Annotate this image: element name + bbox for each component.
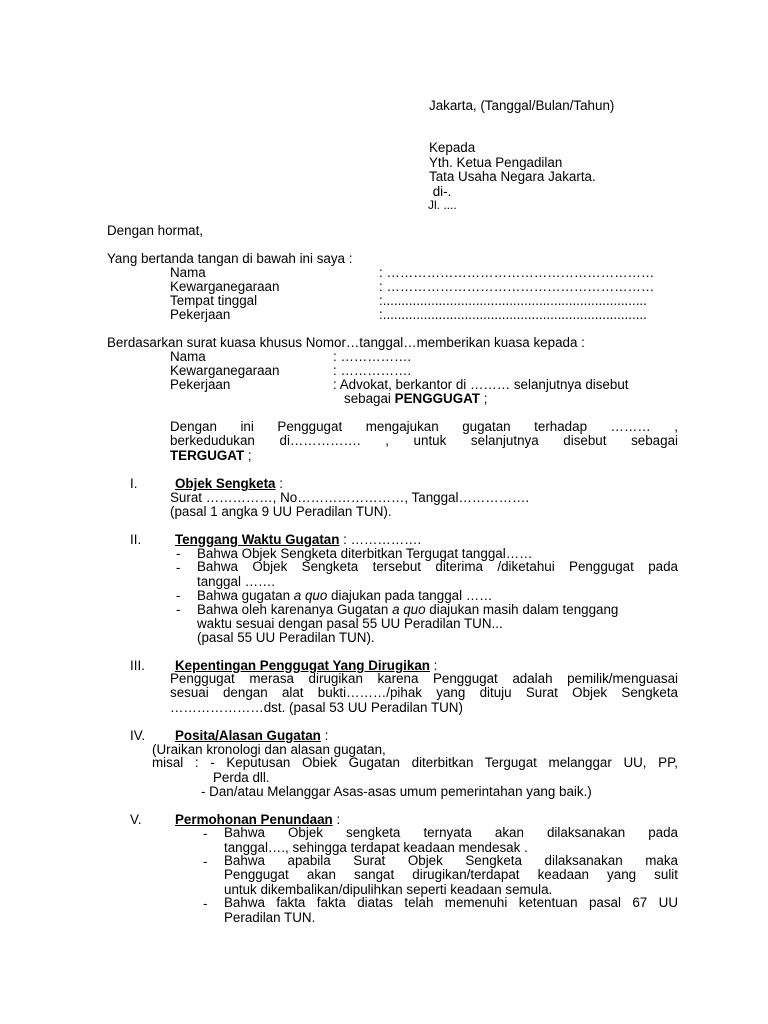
section-text: (Uraikan kronologi dan alasan gugatan, [152, 742, 386, 757]
recipient-line: di-. [429, 184, 452, 199]
bullet-text: waktu sesuai dengan pasal 55 UU Peradilan TUN... [197, 616, 503, 631]
field-value: : ……………. [333, 349, 412, 364]
section-text: Penggugat merasa dirugikan karena Penggugat adalah pemilik/menguasai [170, 671, 678, 686]
statement-line: TERGUGAT ; [170, 448, 252, 463]
section-number: I. [130, 476, 138, 491]
field-label: Kewarganegaraan [170, 279, 280, 294]
bullet-dash: - [203, 854, 208, 869]
statement-line: Dengan ini Penggugat mengajukan gugatan terhadap ……… , [170, 419, 678, 434]
place-date: Jakarta, (Tanggal/Bulan/Tahun) [429, 98, 615, 113]
field-label: Pekerjaan [170, 307, 231, 322]
bullet-text: Peradilan TUN. [224, 910, 316, 925]
field-label: Pekerjaan [170, 377, 231, 392]
field-value: : ……………. [333, 363, 412, 378]
section-text: Surat ……………, No……………………, Tanggal……………. [170, 490, 530, 505]
statement-line: berkedudukan di……………. , untuk selanjutnya disebut sebagai [170, 433, 678, 448]
section-heading: Posita/Alasan Gugatan : [175, 728, 329, 743]
tergugat-label: TERGUGAT [170, 448, 245, 463]
field-label: Kewarganegaraan [170, 363, 280, 378]
bullet-dash: - [203, 896, 208, 911]
bullet-dash: - [203, 826, 208, 841]
recipient-line: Tata Usaha Negara Jakarta. [429, 169, 596, 184]
bullet-text: Bahwa gugatan a quo diajukan pada tanggal …… [197, 588, 493, 603]
section-heading: Kepentingan Penggugat Yang Dirugikan : [175, 658, 438, 673]
recipient-line: Yth. Ketua Pengadilan [429, 155, 563, 170]
greeting: Dengan hormat, [107, 223, 204, 238]
bullet-text: tanggal ……. [197, 574, 276, 589]
section-text: Perda dll. [213, 770, 270, 785]
proxy-intro: Berdasarkan surat kuasa khusus Nomor…tanggal…memberikan kuasa kepada : [107, 335, 585, 350]
bullet-text: Bahwa Objek Sengketa tersebut diterima /diketahui Penggugat pada [197, 559, 678, 574]
bullet-text: Bahwa fakta fakta diatas telah memenuhi ketentuan pasal 67 UU [224, 895, 678, 910]
bullet-text: tanggal…., sehingga terdapat keadaan mendesak . [224, 840, 528, 855]
signer-intro: Yang bertanda tangan di bawah ini saya : [107, 251, 353, 266]
bullet-text: Penggugat akan sangat dirugikan/terdapat keadaan yang sulit [224, 867, 678, 882]
bullet-dash: - [176, 560, 181, 575]
section-text: misal : - Keputusan Obiek Gugatan diterbitkan Tergugat melanggar UU, PP, [152, 755, 678, 770]
recipient-line: Kepada [429, 140, 476, 155]
section-text: - Dan/atau Melanggar Asas-asas umum pemerintahan yang baik.) [201, 784, 592, 799]
field-value: :....................................................................... [379, 293, 647, 308]
section-text: sesuai dengan alat bukti………/pihak yang dituju Surat Objek Sengketa [170, 685, 678, 700]
bullet-dash: - [176, 588, 181, 603]
field-value: : …………………………………………………… [379, 265, 655, 280]
bullet-text: untuk dikembalikan/dipulihkan seperti keadaan semula. [224, 882, 553, 897]
section-text: (pasal 1 angka 9 UU Peradilan TUN). [170, 504, 392, 519]
section-text: …………………dst. (pasal 53 UU Peradilan TUN) [170, 700, 463, 715]
section-heading: Objek Sengketa : [175, 476, 283, 491]
bullet-text: Bahwa Objek Sengketa diterbitkan Tergugat tanggal…… [197, 546, 533, 561]
bullet-dash: - [176, 602, 181, 617]
recipient-line: Jl. .... [428, 198, 457, 212]
bullet-text: (pasal 55 UU Peradilan TUN). [197, 630, 375, 645]
field-label: Nama [170, 265, 206, 280]
field-label: Tempat tinggal [170, 293, 258, 308]
section-number: IV. [130, 728, 146, 743]
bullet-text: Bahwa oleh karenanya Gugatan a quo diajukan masih dalam tenggang [197, 602, 619, 617]
field-value: : Advokat, berkantor di ……… selanjutnya disebut [333, 377, 629, 392]
field-value: : …………………………………………………… [379, 279, 655, 294]
field-label: Nama [170, 349, 206, 364]
bullet-text: Bahwa Objek sengketa ternyata akan dilaksanakan pada [224, 825, 678, 840]
section-number: V. [130, 812, 142, 827]
section-heading: Tenggang Waktu Gugatan : ……………. [175, 532, 422, 547]
penggugat-label: PENGGUGAT [394, 391, 480, 406]
bullet-dash: - [176, 546, 181, 561]
section-number: III. [130, 658, 145, 673]
section-number: II. [130, 532, 142, 547]
bullet-text: Bahwa apabila Surat Objek Sengketa dilaksanakan maka [224, 853, 678, 868]
field-value: :....................................................................... [379, 307, 647, 322]
section-heading: Permohonan Penundaan : [175, 812, 341, 827]
pekerjaan-continuation: sebagai PENGGUGAT ; [344, 391, 488, 406]
